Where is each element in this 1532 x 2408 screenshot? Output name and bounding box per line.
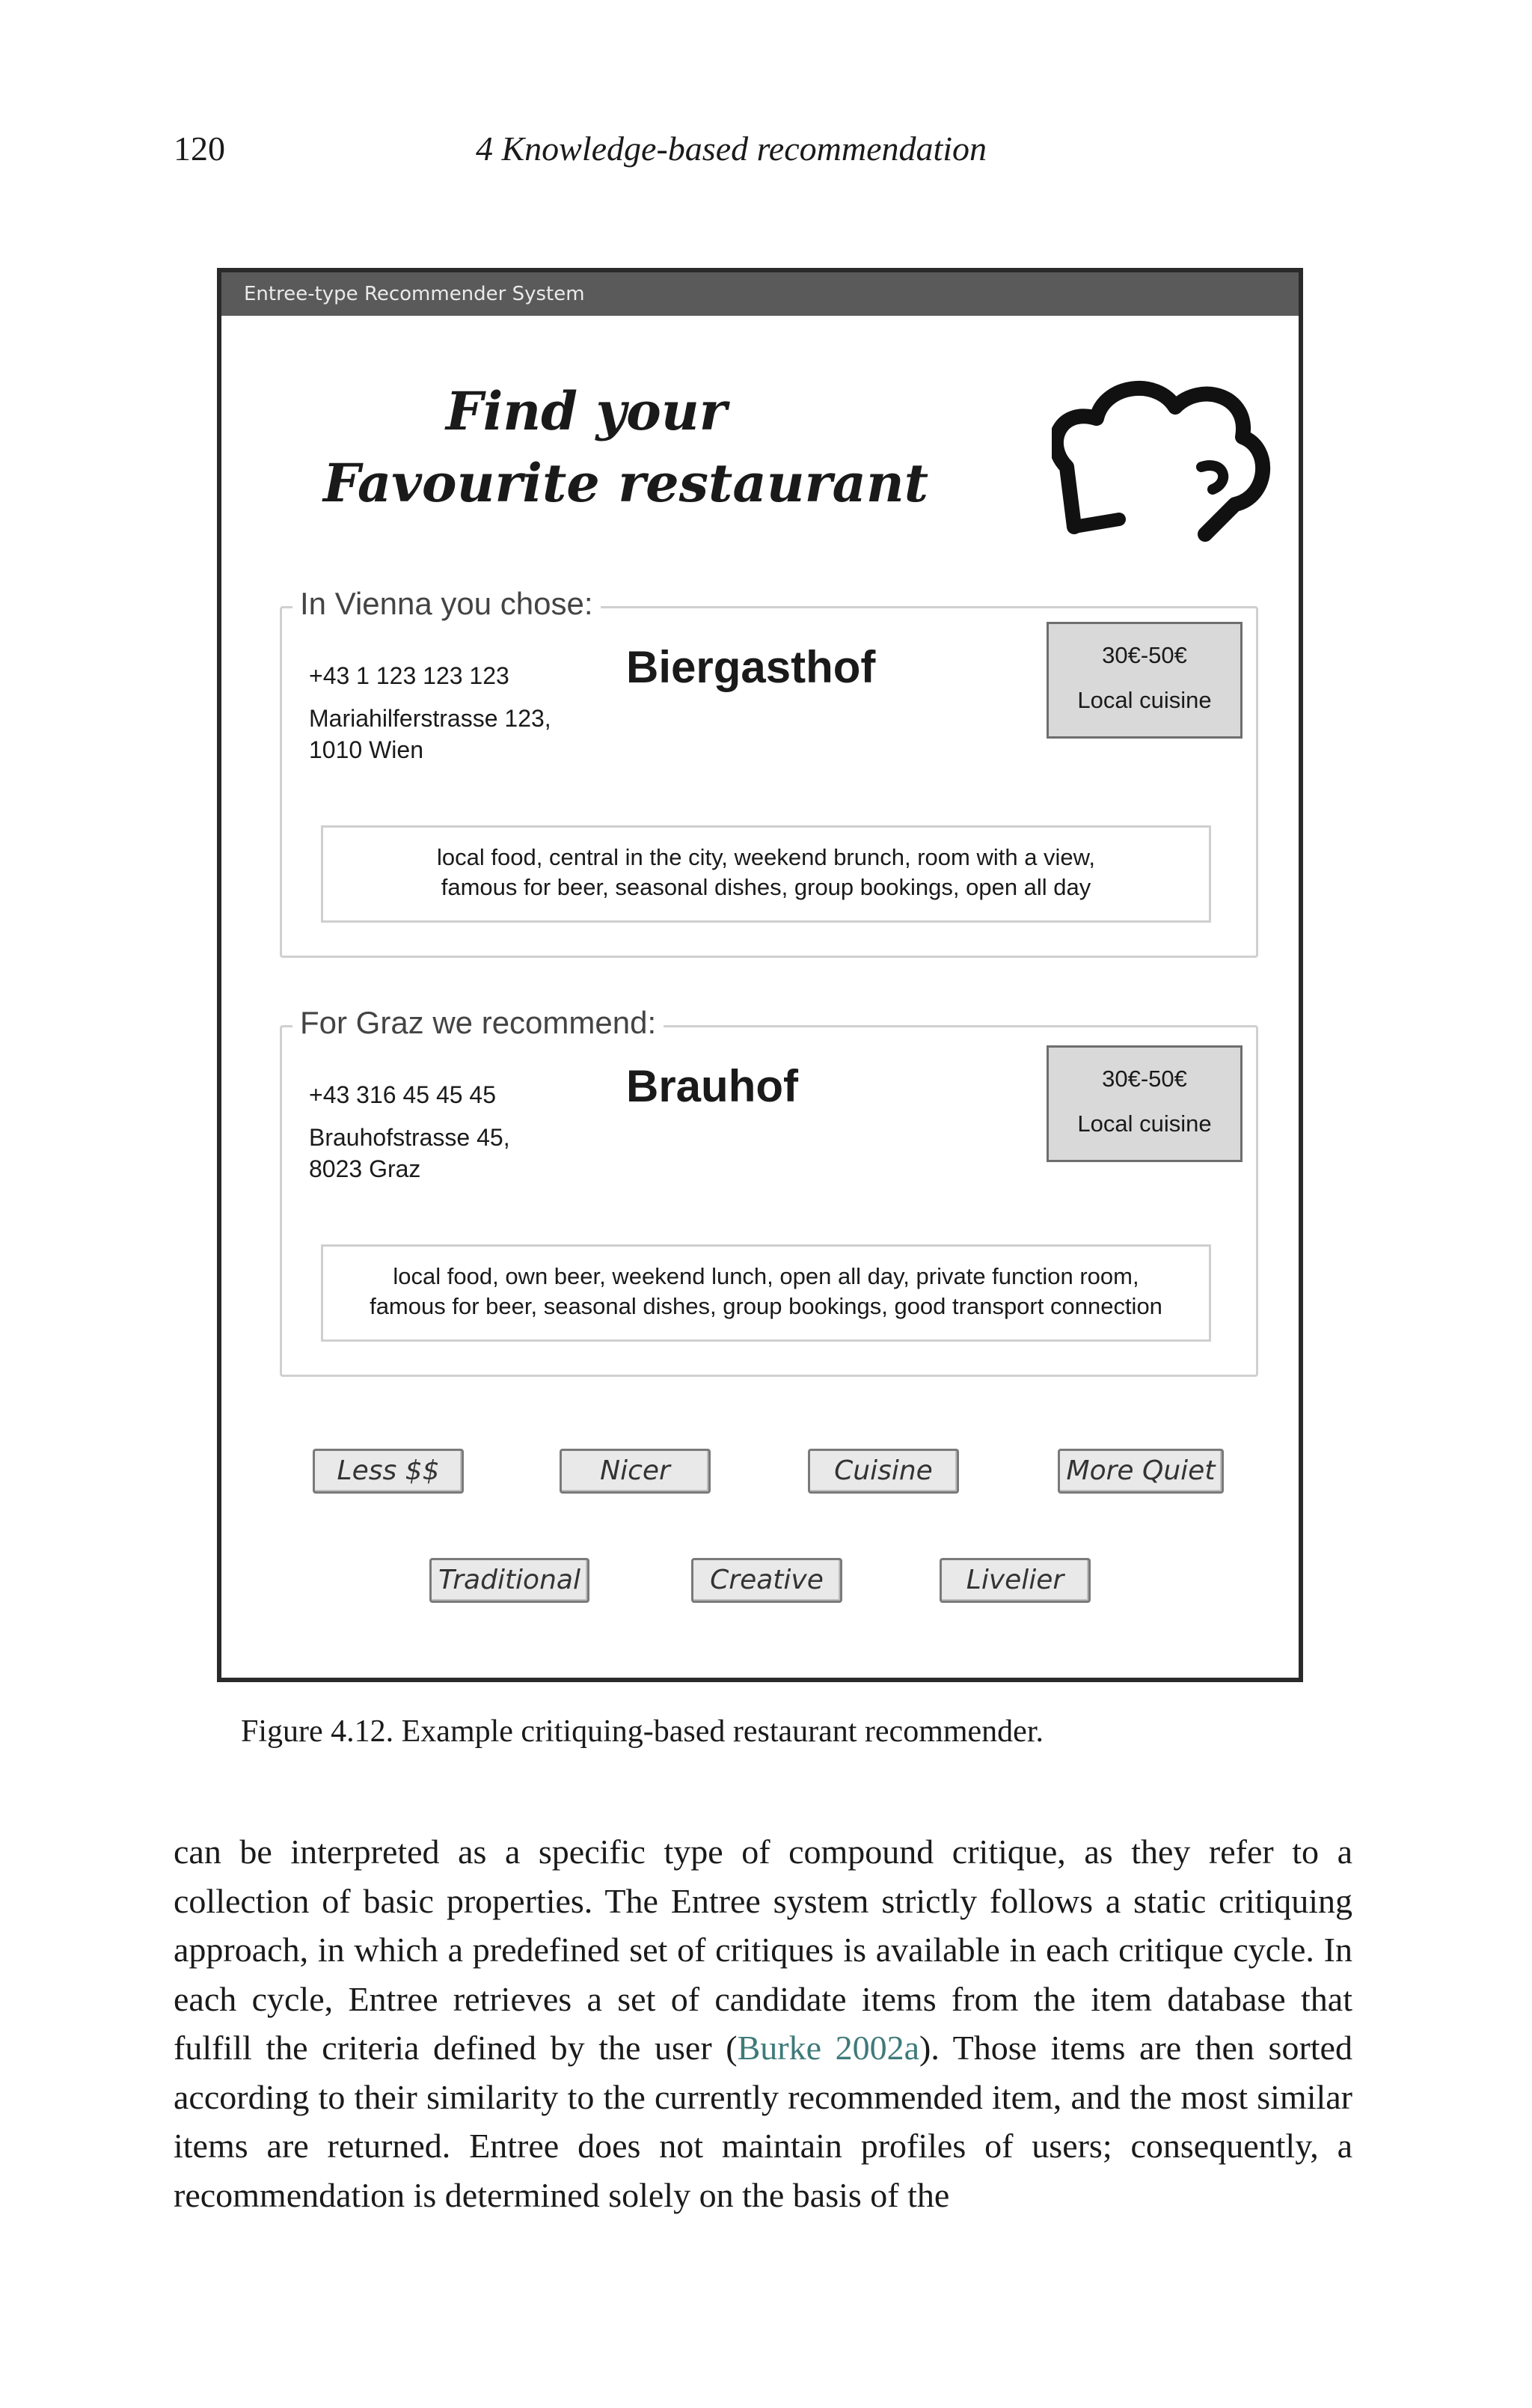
chosen-price: 30€-50€: [1102, 642, 1187, 668]
traditional-button[interactable]: Traditional: [429, 1558, 589, 1603]
citation-link[interactable]: Burke 2002a: [737, 2029, 920, 2067]
recommended-tags-line-2: famous for beer, seasonal dishes, group bookings, good transport connection: [370, 1293, 1162, 1319]
chosen-address-line-2: 1010 Wien: [309, 736, 423, 763]
chosen-tags-line-1: local food, central in the city, weekend brunch, room with a view,: [437, 844, 1095, 870]
chosen-tags-box: [321, 825, 1211, 923]
chosen-cuisine: Local cuisine: [1077, 687, 1212, 713]
chef-hat-icon: [1052, 377, 1276, 549]
chosen-legend: In Vienna you chose:: [292, 586, 601, 622]
less-cost-button[interactable]: Less $$: [313, 1449, 464, 1494]
recommended-legend: For Graz we recommend:: [292, 1005, 664, 1041]
nicer-button[interactable]: Nicer: [560, 1449, 711, 1494]
figure-caption: Figure 4.12. Example critiquing-based restaurant recommender.: [241, 1714, 1044, 1749]
headline-line-1: Find your: [446, 380, 727, 442]
window-title-bar: Entree-type Recommender System: [221, 272, 1299, 316]
body-paragraph: [174, 1827, 1352, 2219]
chosen-phone: +43 1 123 123 123: [309, 662, 509, 689]
cuisine-button[interactable]: Cuisine: [808, 1449, 959, 1494]
recommended-phone: +43 316 45 45 45: [309, 1081, 497, 1108]
body-text-before-citation: can be interpreted as a specific type of compound critique, as they refer to a collection of basic properties. The Entree system strictly follows a static critiquing approach, in which a predefined set of critiques is available in each critique cycle. In each cycle, Entree retrieves a set of candidate items from the item database that fulfill the criteria defined by the user (: [174, 1833, 1352, 2067]
headline-line-2: Favourite restaurant: [323, 452, 929, 514]
recommended-price-box: [1047, 1045, 1243, 1162]
running-head: 4 Knowledge-based recommendation: [476, 129, 987, 168]
recommended-cuisine: Local cuisine: [1077, 1110, 1212, 1137]
more-quiet-button[interactable]: More Quiet: [1058, 1449, 1224, 1494]
page-number: 120: [174, 129, 225, 168]
chosen-tags-line-2: famous for beer, seasonal dishes, group bookings, open all day: [441, 874, 1091, 900]
creative-button[interactable]: Creative: [691, 1558, 842, 1603]
body-text-after-citation: ). Those items are then sorted according to their similarity to the currently recommended item, and the most similar items are returned. Entree does not maintain profiles of users; consequently, a recommendation is determined solely on the basis of the: [174, 2029, 1352, 2214]
recommended-restaurant-group: [280, 1005, 1258, 1377]
recommended-address-line-1: Brauhofstrasse 45,: [309, 1124, 510, 1151]
recommended-price: 30€-50€: [1102, 1066, 1187, 1092]
chosen-restaurant-name: Biergasthof: [626, 642, 876, 692]
recommender-window: [217, 268, 1303, 1682]
chosen-restaurant-group: [280, 586, 1258, 958]
chosen-address-line-1: Mariahilferstrasse 123,: [309, 705, 551, 732]
recommended-address-line-2: 8023 Graz: [309, 1155, 421, 1182]
recommended-tags-box: [321, 1244, 1211, 1342]
recommended-tags-line-1: local food, own beer, weekend lunch, open all day, private function room,: [393, 1263, 1139, 1289]
recommended-restaurant-name: Brauhof: [626, 1061, 798, 1111]
livelier-button[interactable]: Livelier: [940, 1558, 1091, 1603]
chosen-price-box: [1047, 622, 1243, 739]
